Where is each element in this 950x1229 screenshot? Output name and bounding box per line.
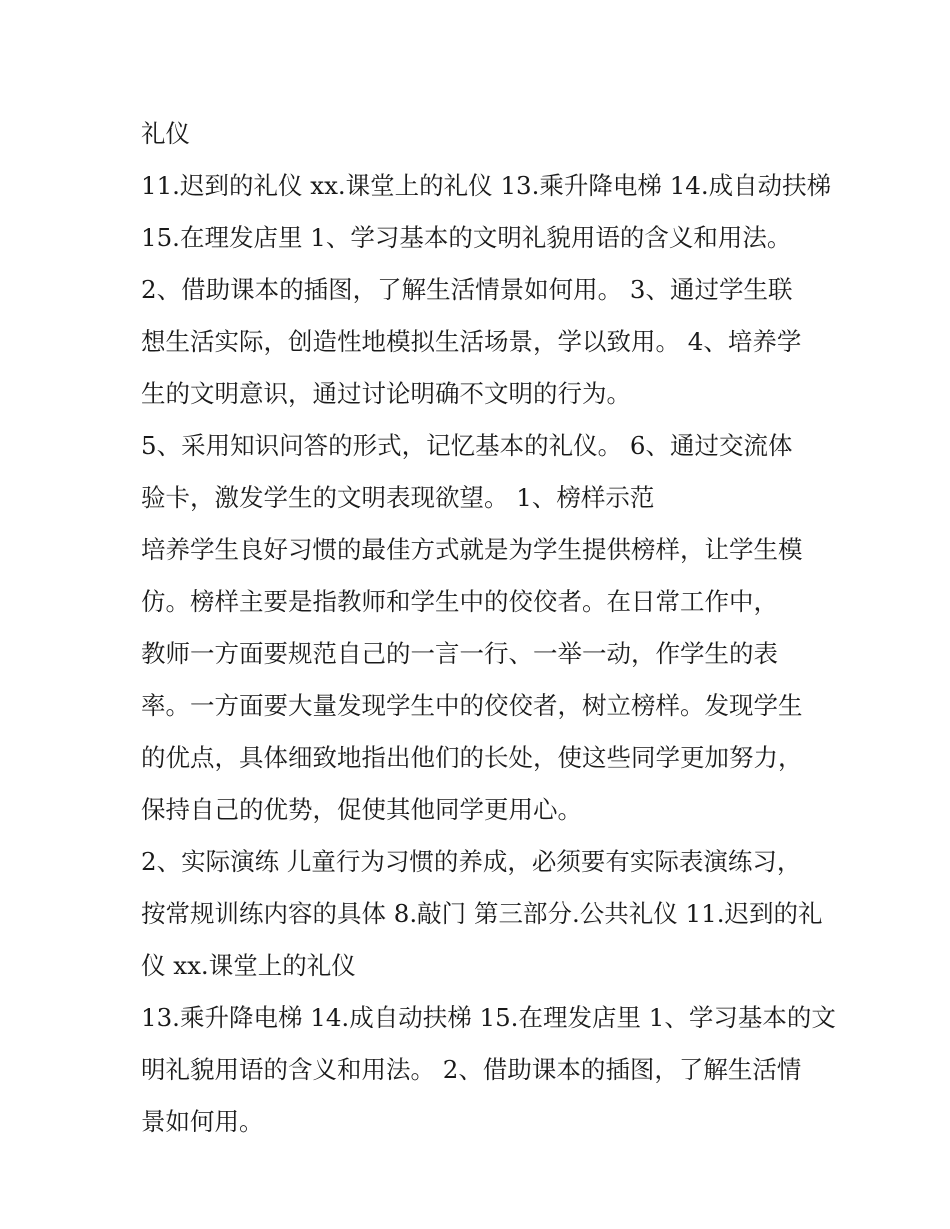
text-line: 想生活实际，创造性地模拟生活场景，学以致用。 4、培养学 xyxy=(141,327,802,356)
text-line: 2、借助课本的插图，了解生活情景如何用。 3、通过学生联 xyxy=(141,275,793,304)
text-line: 13.乘升降电梯 14.成自动扶梯 15.在理发店里 1、学习基本的文 xyxy=(141,1003,836,1032)
text-line: 的优点，具体细致地指出他们的长处，使这些同学更加努力， xyxy=(141,743,803,772)
text-line: 培养学生良好习惯的最佳方式就是为学生提供榜样，让学生模 xyxy=(141,535,803,564)
text-line: 教师一方面要规范自己的一言一行、一举一动，作学生的表 xyxy=(141,639,778,668)
text-line: 明礼貌用语的含义和用法。 2、借助课本的插图，了解生活情 xyxy=(141,1055,802,1084)
text-line: 礼仪 xyxy=(141,119,190,148)
text-line: 仪 xx.课堂上的礼仪 xyxy=(141,951,356,980)
text-line: 15.在理发店里 1、学习基本的文明礼貌用语的含义和用法。 xyxy=(141,223,792,252)
text-line: 率。一方面要大量发现学生中的佼佼者，树立榜样。发现学生 xyxy=(141,691,803,720)
text-line: 仿。榜样主要是指教师和学生中的佼佼者。在日常工作中， xyxy=(141,587,778,616)
text-line: 2、实际演练 儿童行为习惯的养成，必须要有实际表演练习， xyxy=(141,847,802,876)
text-line: 保持自己的优势，促使其他同学更用心。 xyxy=(141,795,582,824)
document-body xyxy=(141,108,836,1148)
text-line: 景如何用。 xyxy=(141,1107,264,1136)
text-line: 验卡，激发学生的文明表现欲望。 1、榜样示范 xyxy=(141,483,655,512)
text-line: 5、采用知识问答的形式，记忆基本的礼仪。 6、通过交流体 xyxy=(141,431,793,460)
text-line: 生的文明意识，通过讨论明确不文明的行为。 xyxy=(141,379,631,408)
text-line: 11.迟到的礼仪 xx.课堂上的礼仪 13.乘升降电梯 14.成自动扶梯 xyxy=(141,171,832,200)
text-line: 按常规训练内容的具体 8.敲门 第三部分.公共礼仪 11.迟到的礼 xyxy=(141,899,823,928)
